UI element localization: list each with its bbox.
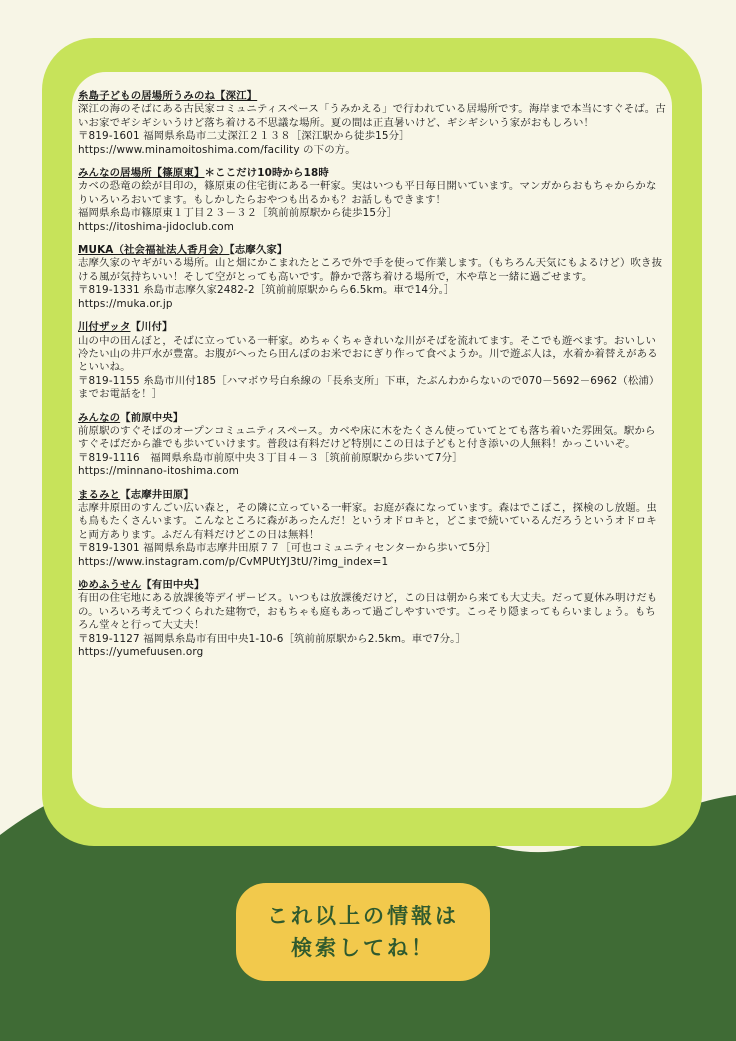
facility-address: 〒819-1127 福岡県糸島市有田中央1-10-6［筑前前原駅から2.5km。車で7分。］ [78,632,467,645]
search-prompt-badge [236,883,490,981]
facility-url[interactable]: https://itoshima-jidoclub.com [78,220,235,233]
facility-description: 前原駅のすぐそばのオープンコミュニティスペース。カベや床に木をたくさん使っていてとても落ち着いた雰囲気。駅からすぐそばだから誰でも歩いていけます。普段は有料だけど特別にこの日は子どもと付き添いの人無料！かっこいいぞ。 [78,424,656,451]
facility-url[interactable]: https://minnano-itoshima.com [78,465,240,478]
facility-address: 〒819-1601 福岡県糸島市二丈深江２１３８［深江駅から徒歩15分］ [78,130,410,143]
facility-address: 〒819-1155 糸島市川付185［ハマボウ号白糸線の「長糸支所」下車，たぶんわからないので070－5692－6962（松浦）までお電話を！］ [78,374,660,401]
facility-entry [78,579,666,659]
facility-url[interactable]: https://www.instagram.com/p/CvMPUtYJ3tU/?img_index=1 [78,555,389,568]
search-prompt-line2: 検索してね！ [291,935,435,960]
facility-title-suffix: 【志摩井田原】 [120,488,194,501]
facility-name: ゆめふうせん [78,579,142,591]
facility-address: 〒819-1301 福岡県糸島市志摩井田原７７［可也コミュニティセンターから歩いて5分］ [78,542,497,555]
facility-list [78,90,666,669]
search-prompt-line1: これ以上の情報は [267,903,459,928]
facility-name: みんなの居場所【篠原東】 [78,167,205,180]
facility-title [78,489,666,502]
facility-entry [78,90,666,157]
facility-address: 福岡県糸島市篠原東１丁目２３－３２［筑前前原駅から徒歩15分］ [78,207,398,220]
facility-title [78,90,666,103]
facility-address: 〒819-1331 糸島市志摩久家2482-2［筑前前原駅からら6.5km。車で14分。］ [78,284,455,297]
facility-title-suffix: 【川付】 [130,321,173,334]
facility-description: 山の中の田んぼと，そばに立っている一軒家。めちゃくちゃきれいな川がそばを流れてます。そこでも遊べます。おいしい冷たい山の井戸水が豊富。お腹がへったら田んぼのお米でおにぎり作って食べようか。川で遊ぶ人は，水着か着替えがあるといいね。 [78,334,658,374]
facility-entry [78,489,666,569]
facility-title [78,412,666,425]
facility-title-suffix: ＊ここだけ10時から18時 [204,167,329,180]
facility-description: 深江の海のそばにある古民家コミュニティスペース「うみかえる」で行われている居場所です。海岸まで本当にすぐそば。古いお家でギシギシいうけど落ち着ける不思議な場所。夏の間は正直暑いけど、ギシギシいう家がおもしろい！ [78,103,666,129]
facility-name: 川付ザッタ [78,321,131,334]
facility-name: MUKA（社会福祉法人香月会） [78,244,230,257]
facility-name: 糸島子どもの居場所うみのね【深江】 [78,90,258,102]
facility-description: 有田の住宅地にある放課後等デイザービス。いつもは放課後だけど，この日は朝から来ても大丈夫。だって夏休み明けだもの。いろいろ考えてつくられた建物で，おもちゃも庭もあって過ごしやすいです。こっそり隠まってもらいましょう。もちろん堂々と行って大丈夫！ [78,592,658,632]
facility-title [78,244,666,257]
facility-name: まるみと [78,488,121,501]
facility-description: カベの恐竜の絵が目印の，篠原東の住宅街にある一軒家。実はいつも平日毎日開いています。マンガからおもちゃからかなりいろいろおいてます。もしかしたらおやつも出るかも？お話しもできます！ [78,180,657,206]
facility-entry [78,244,666,311]
facility-url[interactable]: https://muka.or.jp [78,297,173,310]
facility-name: みんなの [78,411,121,424]
facility-title [78,321,666,334]
facility-description: 志摩久家のヤギがいる場所。山と畑にかこまれたところで外で手を使って作業します。（もちろん天気にもよるけど）吹き抜ける風が気持ちいい！そして空がとっても高いです。静かで落ち着ける場所で，木や草と一緒に過ごせます。 [78,257,663,283]
facility-entry [78,412,666,479]
facility-title-suffix: 【有田中央】 [141,579,205,591]
facility-description: 志摩井原田のすんごい広い森と，その隣に立っている一軒家。お庭が森になっています。森はでこぼこ，探検のし放題。虫も鳥もたくさんいます。こんなところに森があったんだ！というオドロキと，どこまで続いているんだろうというオドロキと両方あります。ふだん有料だけどこの日は無料！ [78,501,657,541]
facility-url[interactable]: https://yumefuusen.org [78,646,204,659]
facility-title [78,579,666,592]
facility-title-suffix: 【前原中央】 [120,411,184,424]
facility-title [78,167,666,180]
facility-address: 〒819-1116 福岡県糸島市前原中央３丁目４－３［筑前前原駅から歩いて7分］ [78,451,463,464]
facility-entry [78,321,666,401]
facility-entry [78,167,666,234]
facility-url[interactable]: https://www.minamoitoshima.com/facility の下の方。 [78,143,356,156]
facility-title-suffix: 【志摩久家】 [229,244,288,257]
